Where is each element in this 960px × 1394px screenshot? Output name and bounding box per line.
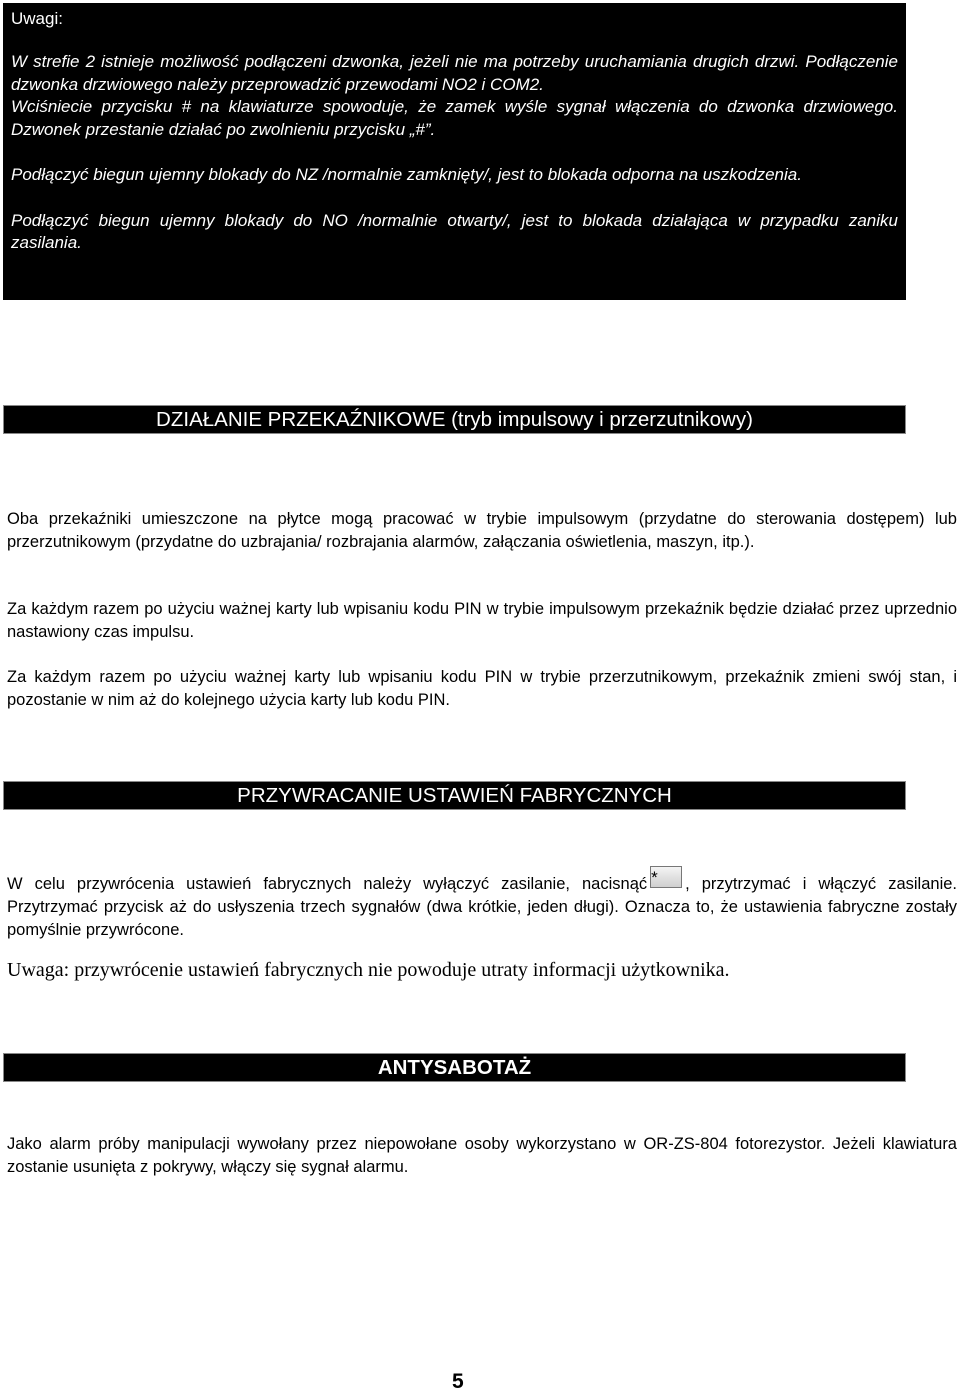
page-number: 5 (452, 1370, 464, 1393)
factory-reset-paragraph (7, 866, 957, 942)
factory-reset-heading: PRZYWRACANIE USTAWIEŃ FABRYCZNYCH (3, 781, 906, 810)
notes-paragraph-nc: Podłączyć biegun ujemny blokady do NZ /normalnie zamknięty/, jest to blokada odporna na uszkodzenia. (11, 165, 802, 184)
relay-heading: DZIAŁANIE PRZEKAŹNIKOWE (tryb impulsowy i przerzutnikowy) (3, 405, 906, 434)
tamper-heading: ANTYSABOTAŻ (3, 1053, 906, 1082)
notes-title: Uwagi: (11, 9, 63, 28)
note-label: Uwaga: (7, 959, 70, 981)
factory-reset-text-after: , przytrzymać i włączyć zasilanie. Przytrzymać przycisk aż do usłyszenia trzech sygnałów (dwa krótkie, jeden długi). Oznacza to, że ustawienia fabryczne zostały pomyślnie przywrócone. (7, 875, 957, 939)
tamper-paragraph: Jako alarm próby manipulacji wywołany przez niepowołane osoby wykorzystano w OR-ZS-804 fotorezystor. Jeżeli klawiatura zostanie usunięta z pokrywy, włączy się sygnał alarmu. (7, 1135, 957, 1176)
relay-paragraph-bistable: Za każdym razem po użyciu ważnej karty lub wpisaniu kodu PIN w trybie przerzutnikowym, przekaźnik zmieni swój stan, i pozostanie w nim aż do kolejnego użycia karty lub kodu PIN. (7, 668, 957, 709)
factory-reset-note (7, 957, 957, 983)
relay-paragraph-modes: Oba przekaźniki umieszczone na płytce mogą pracować w trybie impulsowym (przydatne do sterowania dostępem) lub przerzutnikowym (przydatne do uzbrajania/ rozbrajania alarmów, załączania oświetlenia, maszyn, itp.). (7, 510, 957, 551)
notes-paragraph-doorbell: W strefie 2 istnieje możliwość podłączeni dzwonka, jeżeli nie ma potrzeby uruchamiania drugich drzwi. Podłączenie dzwonka drzwiowego należy przeprowadzić przewodami NO2 i COM2. (11, 52, 898, 94)
notes-box (3, 3, 906, 300)
factory-reset-text-before: W celu przywrócenia ustawień fabrycznych należy wyłączyć zasilanie, nacisnąć (7, 875, 648, 893)
relay-paragraph-impulse: Za każdym razem po użyciu ważnej karty lub wpisaniu kodu PIN w trybie impulsowym przekaźnik będzie działać przez uprzednio nastawiony czas impulsu. (7, 600, 957, 641)
notes-paragraph-no: Podłączyć biegun ujemny blokady do NO /normalnie otwarty/, jest to blokada działająca w przypadku zaniku zasilania. (11, 210, 898, 252)
notes-paragraph-hash-key: Wciśniecie przycisku # na klawiaturze spowoduje, że zamek wyśle sygnał włączenia do dzwonka drzwiowego. Dzwonek przestanie działać po zwolnieniu przycisku „#”. (11, 97, 898, 139)
asterisk-key-icon: * (650, 866, 682, 888)
note-text: przywrócenie ustawień fabrycznych nie powoduje utraty informacji użytkownika. (69, 959, 730, 981)
